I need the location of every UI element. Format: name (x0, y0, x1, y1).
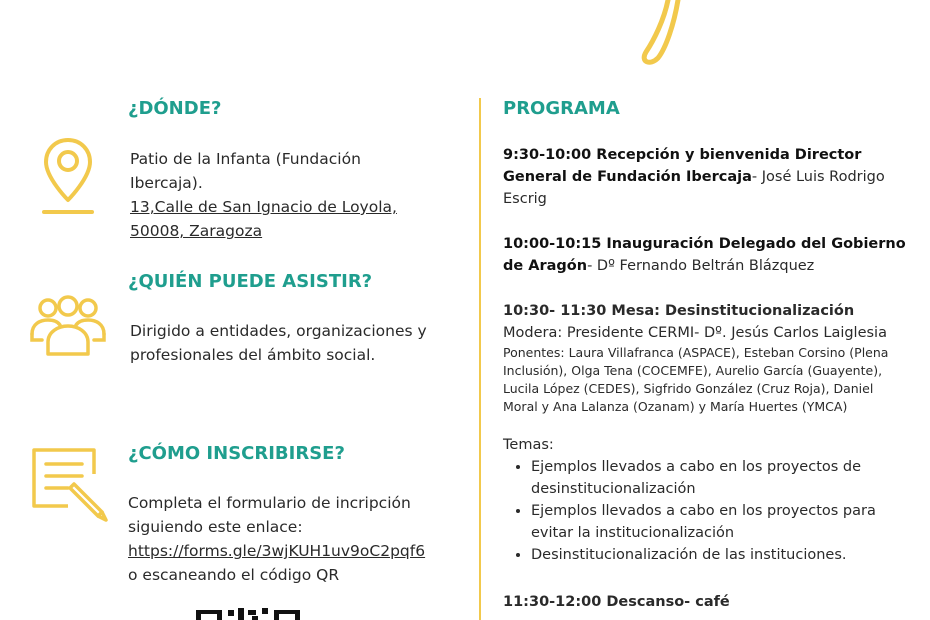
item2-bold2: de Aragón (503, 258, 588, 274)
item3-p2: Inclusión), Olga Tena (COCEMFE), Aurelio García (Guayente), (503, 363, 883, 378)
programa-item-1 (503, 144, 913, 210)
registration-link[interactable]: https://forms.gle/3wjKUH1uv9oC2pqf6 (128, 542, 426, 560)
address-line2[interactable]: 50008, Zaragoza (130, 222, 263, 240)
como-line1: Completa el formulario de incripción (128, 494, 411, 512)
decorative-shape (620, 0, 700, 70)
qr-code[interactable] (196, 604, 300, 620)
quien-line1: Dirigido a entidades, organizaciones y (130, 322, 427, 340)
item3-bold1: 10:30- 11:30 Mesa: Desinstitucionalización (503, 303, 855, 319)
programa-item-2 (503, 233, 913, 277)
location-pin-icon (40, 134, 96, 220)
list-item: • Desinstitucionalización de las instituciones. (531, 544, 918, 566)
donde-heading: ¿DÓNDE? (128, 98, 222, 119)
como-text (128, 491, 473, 587)
como-line3: o escaneando el código QR (128, 566, 340, 584)
form-pencil-icon (28, 444, 112, 526)
item3-modera: Modera: Presidente CERMI- Dº. Jesús Carlos Laiglesia (503, 325, 887, 341)
temas-section (503, 434, 918, 566)
item1-bold1: 9:30-10:00 Recepción y bienvenida Director (503, 147, 862, 163)
item2-bold1: 10:00-10:15 Inauguración Delegado del Gobierno (503, 236, 906, 252)
donde-text (130, 147, 470, 243)
descanso-item: 11:30-12:00 Descanso- café (503, 594, 730, 610)
programa-heading: PROGRAMA (503, 98, 620, 119)
item1-rest3: Escrig (503, 191, 547, 207)
item1-bold2: General de Fundación Ibercaja (503, 169, 752, 185)
address-line1[interactable]: 13,Calle de San Ignacio de Loyola, (130, 198, 397, 216)
item3-p1: Ponentes: Laura Villafranca (ASPACE), Esteban Corsino (Plena (503, 345, 889, 360)
programa-item-3 (503, 300, 918, 416)
como-line2: siguiendo este enlace: (128, 518, 303, 536)
donde-line2: Ibercaja). (130, 174, 203, 192)
item2-rest2: - Dº Fernando Beltrán Blázquez (587, 258, 815, 274)
item3-p4: Moral y Ana Lalanza (Ozanam) y María Huertes (YMCA) (503, 399, 848, 414)
temas-label: Temas: (503, 437, 554, 453)
column-divider (479, 98, 481, 620)
temas-list (503, 456, 918, 566)
donde-line1: Patio de la Infanta (Fundación (130, 150, 361, 168)
como-heading: ¿CÓMO INSCRIBIRSE? (128, 443, 345, 464)
list-item: • Ejemplos llevados a cabo en los proyectos de desinstitucionalización (531, 456, 918, 500)
item1-rest2: - José Luis Rodrigo (751, 169, 885, 185)
list-item: • Ejemplos llevados a cabo en los proyectos para evitar la institucionalización (531, 500, 918, 544)
quien-heading: ¿QUIÉN PUEDE ASISTIR? (128, 271, 373, 292)
quien-text (130, 319, 470, 367)
group-people-icon (28, 294, 108, 358)
item3-p3: Lucila López (CEDES), Sigfrido González (Cruz Roja), Daniel (503, 381, 874, 396)
quien-line2: profesionales del ámbito social. (130, 346, 376, 364)
